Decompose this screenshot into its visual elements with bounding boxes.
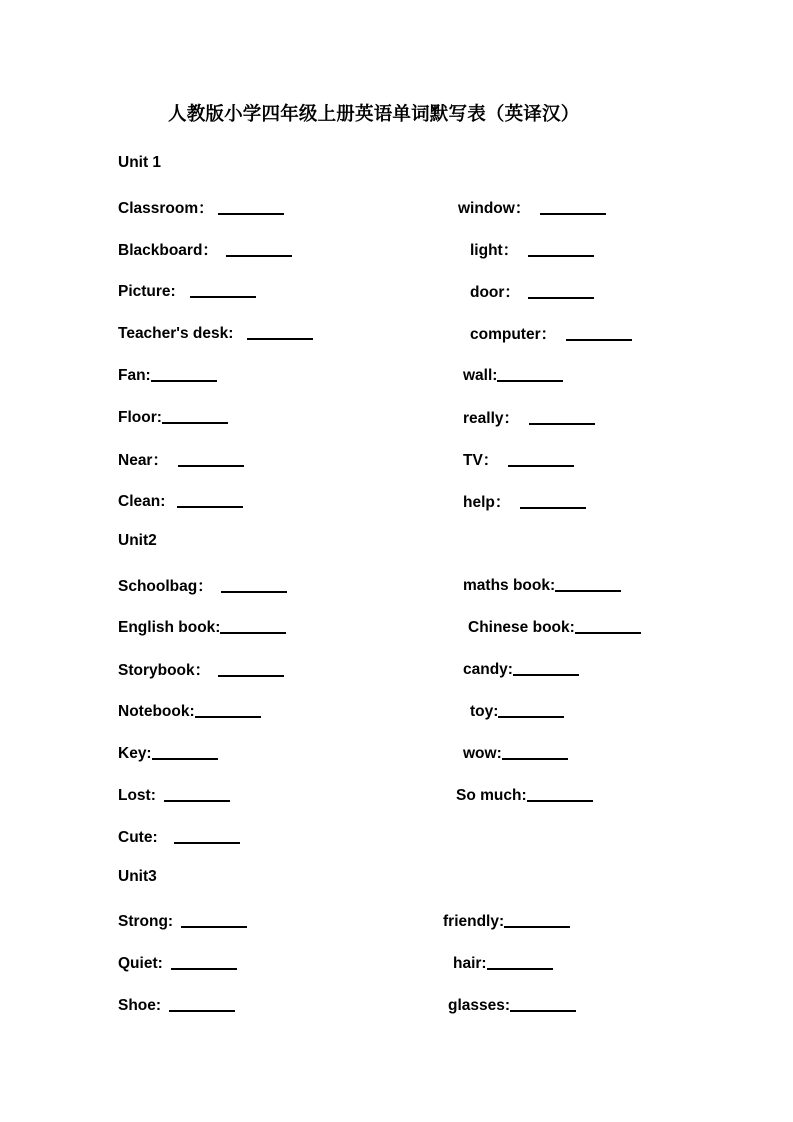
word-entry-left [118,742,218,763]
word-entry-right [448,994,576,1015]
answer-blank[interactable] [181,912,247,928]
answer-blank[interactable] [195,702,261,718]
word-entry-right [463,742,568,763]
word-term: really： [463,410,520,427]
word-row [118,400,718,442]
word-term: help： [463,494,511,511]
word-entry-left [118,658,284,680]
word-term: wow: [463,745,502,762]
answer-blank[interactable] [527,786,593,802]
word-entry-left [118,280,256,301]
answer-blank[interactable] [164,786,230,802]
word-term: maths book: [463,577,556,594]
answer-blank[interactable] [498,702,564,718]
word-entry-right [463,448,574,470]
word-term: hair: [453,955,487,972]
word-term: English book: [118,619,221,636]
word-row [118,232,718,274]
word-entry-right [463,406,595,428]
word-term: Fan: [118,367,151,384]
word-row [118,736,718,778]
word-entry-right [470,700,564,721]
word-row [118,652,718,694]
answer-blank[interactable] [247,324,313,340]
word-row [118,274,718,316]
unit-heading-row [118,526,718,568]
answer-blank[interactable] [520,493,586,509]
word-row [118,904,718,946]
answer-blank[interactable] [529,409,595,425]
answer-blank[interactable] [178,451,244,467]
answer-blank[interactable] [221,577,287,593]
word-term: Quiet: [118,955,163,972]
word-entry-left [118,994,235,1015]
word-term: Blackboard： [118,242,218,259]
word-entry-left [118,322,313,343]
word-entry-right [470,280,594,302]
word-term: candy: [463,661,513,678]
word-term: door： [470,284,520,301]
answer-blank[interactable] [152,744,218,760]
answer-blank[interactable] [497,366,563,382]
word-entry-left [118,910,247,931]
word-entry-right [463,364,563,385]
word-term: wall: [463,367,498,384]
word-row [118,316,718,358]
word-entry-left [118,196,284,218]
word-row [118,484,718,526]
word-row [118,820,718,862]
unit-heading: Unit 1 [118,154,162,171]
word-entry-left [118,616,286,637]
word-entry-left [118,952,237,973]
word-term: Clean: [118,493,166,510]
word-row [118,946,718,988]
answer-blank[interactable] [510,996,576,1012]
word-term: Storybook： [118,662,211,679]
word-term: light： [470,242,519,259]
word-entry-right [468,616,641,637]
word-row [118,778,718,820]
word-term: Key: [118,745,152,762]
answer-blank[interactable] [177,492,243,508]
word-term: So much: [456,787,527,804]
answer-blank[interactable] [575,618,641,634]
word-term: Picture: [118,283,176,300]
answer-blank[interactable] [226,241,292,257]
word-entry-right [443,910,570,931]
unit-heading-row [118,148,718,190]
unit-heading-row [118,862,718,904]
word-term: window： [458,200,531,217]
word-entry-left [118,784,230,805]
worksheet-body [118,148,718,1030]
word-term: Floor: [118,409,162,426]
word-row [118,610,718,652]
word-entry-left [118,448,244,470]
word-term: Teacher's desk: [118,325,234,342]
answer-blank[interactable] [555,576,621,592]
answer-blank[interactable] [502,744,568,760]
word-entry-right [453,952,553,973]
answer-blank[interactable] [171,954,237,970]
word-entry-left [118,238,292,260]
word-term: TV： [463,452,499,469]
word-term: toy: [470,703,499,720]
word-entry-left [118,700,261,721]
word-term: glasses: [448,997,511,1014]
word-entry-left [118,490,243,511]
word-entry-left [118,826,240,847]
word-entry-right [463,490,586,512]
word-term: Cute: [118,829,158,846]
word-term: Notebook: [118,703,195,720]
unit-heading: Unit3 [118,868,157,885]
answer-blank[interactable] [487,954,553,970]
answer-blank[interactable] [528,241,594,257]
answer-blank[interactable] [218,661,284,677]
answer-blank[interactable] [508,451,574,467]
word-entry-right [463,574,621,595]
word-term: Chinese book: [468,619,575,636]
word-row [118,358,718,400]
word-entry-left [118,406,228,427]
word-term: Schoolbag： [118,578,213,595]
word-row [118,568,718,610]
word-entry-left [118,574,287,596]
answer-blank[interactable] [220,618,286,634]
word-row [118,988,718,1030]
answer-blank[interactable] [190,282,256,298]
word-term: friendly: [443,913,505,930]
word-term: Shoe: [118,997,162,1014]
word-entry-right [463,658,579,679]
word-row [118,694,718,736]
answer-blank[interactable] [513,660,579,676]
answer-blank[interactable] [162,408,228,424]
word-entry-left [118,364,217,385]
word-row [118,442,718,484]
word-term: computer： [470,326,557,343]
answer-blank[interactable] [528,283,594,299]
word-entry-right [470,322,632,344]
answer-blank[interactable] [504,912,570,928]
word-row [118,190,718,232]
answer-blank[interactable] [540,199,606,215]
word-term: Near： [118,452,168,469]
word-term: Lost: [118,787,156,804]
page-title: 人教版小学四年级上册英语单词默写表（英译汉） [168,103,580,124]
word-entry-right [470,238,594,260]
answer-blank[interactable] [174,828,240,844]
answer-blank[interactable] [566,325,632,341]
word-term: Classroom： [118,200,214,217]
word-entry-right [456,784,593,805]
answer-blank[interactable] [218,199,284,215]
unit-heading: Unit2 [118,532,157,549]
answer-blank[interactable] [169,996,235,1012]
word-entry-right [458,196,606,218]
word-term: Strong: [118,913,174,930]
answer-blank[interactable] [151,366,217,382]
